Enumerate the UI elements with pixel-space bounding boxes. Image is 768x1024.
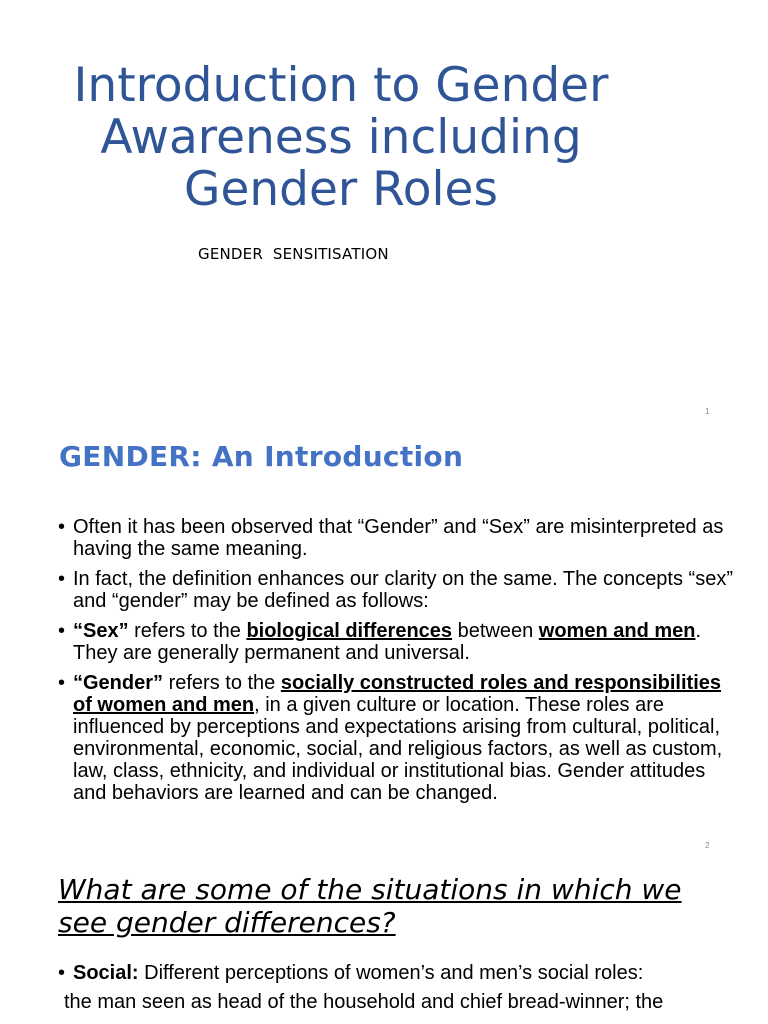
slide-1-title <box>0 60 682 216</box>
sex-term: “Sex” <box>73 620 129 642</box>
bullet-text: Different perceptions of women’s and men’s social roles: <box>138 962 644 984</box>
bullet-item <box>58 672 738 804</box>
social-bullet <box>58 961 748 1014</box>
emphasis-text: socially constructed roles and responsibilities of women and men <box>73 672 722 716</box>
social-term: Social: <box>73 962 139 984</box>
social-line-1 <box>58 961 748 985</box>
page-number-2: 2 <box>705 841 710 850</box>
page-number-1: 1 <box>705 407 710 416</box>
bullet-text: In fact, the definition enhances our clarity on the same. The concepts “sex” and “gender” may be defined as follows: <box>73 568 733 612</box>
emphasis-text: biological differences <box>246 620 453 642</box>
title-line: Gender Roles <box>184 162 498 217</box>
definition-bullet-list <box>58 516 738 812</box>
slide-3-heading: What are some of the situations in which we see gender differences? <box>58 873 682 939</box>
emphasis-text: women and men <box>538 620 696 642</box>
gender-term: “Gender” <box>73 672 164 694</box>
slide-1-subtitle: GENDER SENSITISATION <box>198 245 389 263</box>
bullet-item <box>58 516 738 560</box>
social-line-2: the man seen as head of the household and chief bread-winner; the <box>64 991 664 1013</box>
bullet-text: . They are generally permanent and universal. <box>73 620 702 664</box>
bullet-text: refers to the <box>163 672 281 694</box>
bullet-text: between <box>452 620 539 642</box>
title-line: Introduction to Gender <box>73 58 609 113</box>
slide-2-heading: GENDER: An Introduction <box>59 440 464 473</box>
bullet-item <box>58 620 738 664</box>
bullet-text: , in a given culture or location. These roles are influenced by perceptions and expectations arising from cultural, political, environmental, economic, social, and religious factors, as well as custom, law, class, ethnicity, and individual or institutional bias. Gender attitudes and behaviors are learned and can be changed. <box>73 694 723 804</box>
bullet-item <box>58 568 738 612</box>
title-line: Awareness including <box>100 110 582 165</box>
bullet-text: refers to the <box>128 620 247 642</box>
bullet-text: Often it has been observed that “Gender” and “Sex” are misinterpreted as having the same meaning. <box>73 516 724 560</box>
bullet-marker: • <box>58 962 66 984</box>
